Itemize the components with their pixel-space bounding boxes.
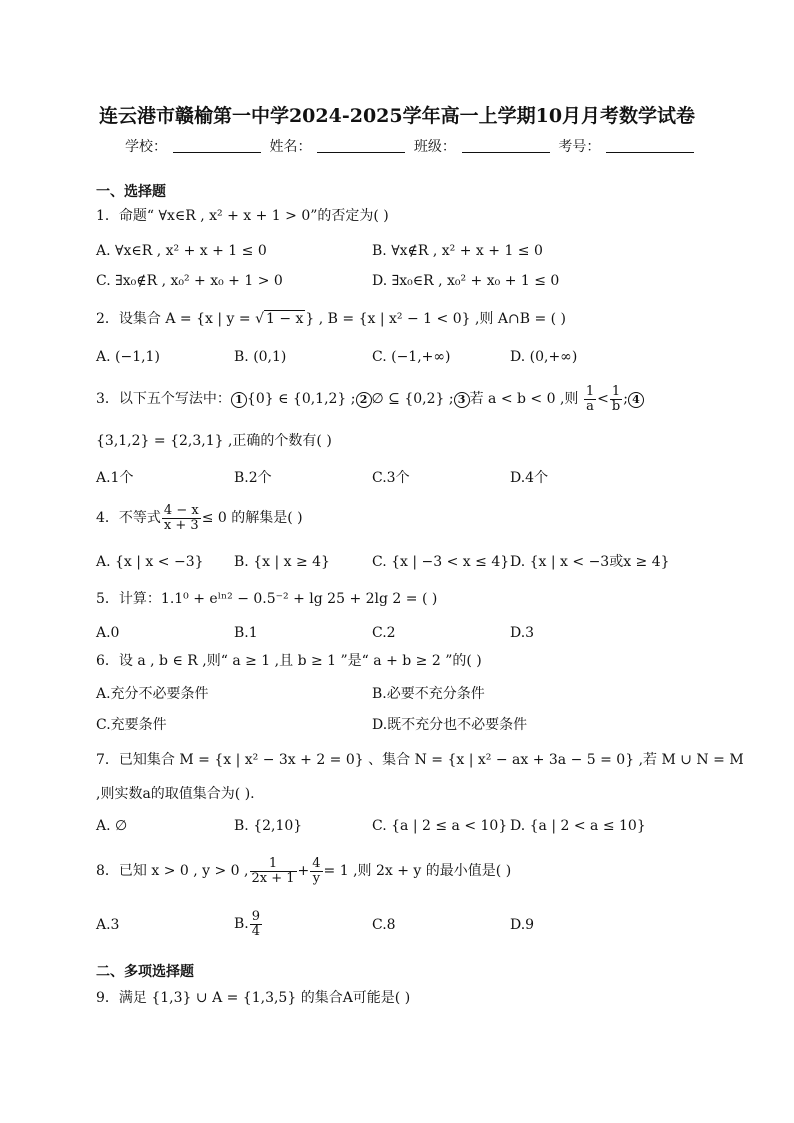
question-3-statement-1: {0} ∈ {0,1,2} ; [246,391,356,407]
school-label: 学校： [125,139,167,155]
fraction-denominator: 4 [251,923,261,939]
fraction-denominator: x + 3 [163,517,199,533]
question-4-option-c: C. {x | −3 < x ≤ 4} [372,554,510,570]
question-1-option-b: B. ∀x∉R , x² + x + 1 ≤ 0 [372,243,543,259]
question-6-stem: 6．设 a , b ∈ R ,则“ a ≥ 1 ,且 b ≥ 1 ”是“ a + b ≥ 2 ”的( ) [96,653,482,669]
question-2-option-b: B. (0,1) [234,349,287,365]
student-info-line [125,138,698,156]
question-3-statement-2: ∅ ⊆ {0,2} ; [371,391,454,407]
question-8-post: = 1 ,则 2x + y 的最小值是( ) [323,863,512,879]
question-3-option-d: D.4个 [510,470,549,486]
section-heading-multiple-choice: 二、多项选择题 [96,964,194,980]
question-8-pre: 8．已知 x > 0 , y > 0 , [96,863,249,879]
question-7-stem: 7．已知集合 M = {x | x² − 3x + 2 = 0} 、集合 N = {x | x² − ax + 3a − 5 = 0} ,若 M ∪ N = M [96,752,744,768]
question-7-option-a: A. ∅ [96,818,128,834]
fraction-numerator: 4 [312,855,321,871]
question-1-option-c: C. ∃x₀∉R , x₀² + x₀ + 1 > 0 [96,273,283,289]
fraction-numerator: 1 [250,857,297,872]
question-4-stem [96,502,303,534]
option-b-label: B. [234,916,249,932]
fraction-denominator: 2x + 1 [251,870,295,886]
fraction-4-over-y [310,857,322,886]
question-2-option-d: D. (0,+∞) [510,349,578,365]
question-3-option-b: B.2个 [234,470,272,486]
question-5-option-a: A.0 [96,625,120,641]
question-4-post: ≤ 0 的解集是( ) [201,510,303,526]
circled-number-2: 2 [356,392,372,408]
section-heading-single-choice: 一、选择题 [96,184,166,200]
name-label: 姓名： [269,139,312,155]
question-3-option-a: A.1个 [96,470,134,486]
question-5-option-d: D.3 [510,625,535,641]
question-2-option-a: A. (−1,1) [96,349,160,365]
question-7-option-b: B. {2,10} [234,818,303,834]
fraction-9-over-4 [250,910,262,939]
question-3-statement-3: 若 a < b < 0 ,则 [469,391,579,407]
fraction-1-over-b [610,385,622,414]
question-8-option-d: D.9 [510,917,535,933]
exam-title: 连云港市赣榆第一中学2024-2025学年高一上学期10月月考数学试卷 [98,105,696,127]
question-8-option-a: A.3 [96,917,120,933]
question-1-option-d: D. ∃x₀∈R , x₀² + x₀ + 1 ≤ 0 [372,273,560,289]
question-7-line-2: ,则实数a的取值集合为( ). [96,786,255,802]
exam-number-label: 考号： [558,139,601,155]
question-8-stem [96,854,511,888]
question-8-option-b [234,904,263,944]
question-9-stem: 9．满足 {1,3} ∪ A = {1,3,5} 的集合A可能是( ) [96,990,411,1006]
class-label: 班级： [413,139,456,155]
question-2-sqrt: 1 − x [265,311,304,327]
exam-number-field[interactable] [606,138,694,153]
question-4-option-d: D. {x | x < −3或x ≥ 4} [510,554,670,570]
circled-number-4: 4 [628,392,644,408]
fraction-1-over-a [584,385,596,414]
question-2-stem-post: } , B = {x | x² − 1 < 0} ,则 A∩B = ( ) [305,311,566,327]
fraction-denominator: y [312,870,321,886]
fraction-numerator: 1 [610,385,622,400]
fraction-denominator: a [586,398,594,414]
semicolon: ; [623,391,628,407]
question-2-stem-pre: 2．设集合 A = {x | y = [96,311,256,327]
circled-number-3: 3 [454,392,470,408]
question-3-option-c: C.3个 [372,470,410,486]
fraction-numerator: 4 − x [163,502,199,518]
question-7-option-c: C. {a | 2 ≤ a < 10} [372,818,508,834]
question-6-option-d: D.既不充分也不必要条件 [372,717,528,733]
question-8-option-c: C.8 [372,917,396,933]
question-5-option-c: C.2 [372,625,396,641]
question-1-stem: 1．命题“ ∀x∈R , x² + x + 1 > 0”的否定为( ) [96,208,389,224]
fraction-1-over-2x-plus-1 [250,857,297,886]
question-7-option-d: D. {a | 2 < a ≤ 10} [510,818,646,834]
question-2-stem: 2．设集合 A = {x | y = √ 1 − x } , B = {x | x² − 1 < 0} ,则 A∩B = ( ) [96,311,566,327]
fraction-numerator: 9 [251,908,261,924]
class-field[interactable] [462,138,550,153]
fraction-denominator: b [611,398,621,414]
question-5-stem: 5．计算：1.1⁰ + eˡⁿ² − 0.5⁻² + lg 25 + 2lg 2 = ( ) [96,591,438,607]
school-field[interactable] [173,138,261,153]
question-4-option-b: B. {x | x ≥ 4} [234,554,330,570]
question-6-option-b: B.必要不充分条件 [372,686,485,702]
fraction-numerator: 1 [585,383,595,399]
question-4-option-a: A. {x | x < −3} [96,554,204,570]
question-4-fraction [162,504,201,533]
question-3-pre: 3．以下五个写法中： [96,391,231,407]
question-6-option-a: A.充分不必要条件 [96,686,209,702]
question-5-option-b: B.1 [234,625,258,641]
plus-sign: + [297,863,310,879]
question-2-option-c: C. (−1,+∞) [372,349,451,365]
circled-number-1: 1 [231,392,247,408]
question-3-line-2: {3,1,2} = {2,3,1} ,正确的个数有( ) [96,433,332,449]
question-3-stem [96,384,644,414]
name-field[interactable] [317,138,405,153]
question-1-option-a: A. ∀x∈R , x² + x + 1 ≤ 0 [96,243,267,259]
question-4-pre: 4．不等式 [96,510,161,526]
less-than-sign: < [597,391,609,407]
question-6-option-c: C.充要条件 [96,717,167,733]
